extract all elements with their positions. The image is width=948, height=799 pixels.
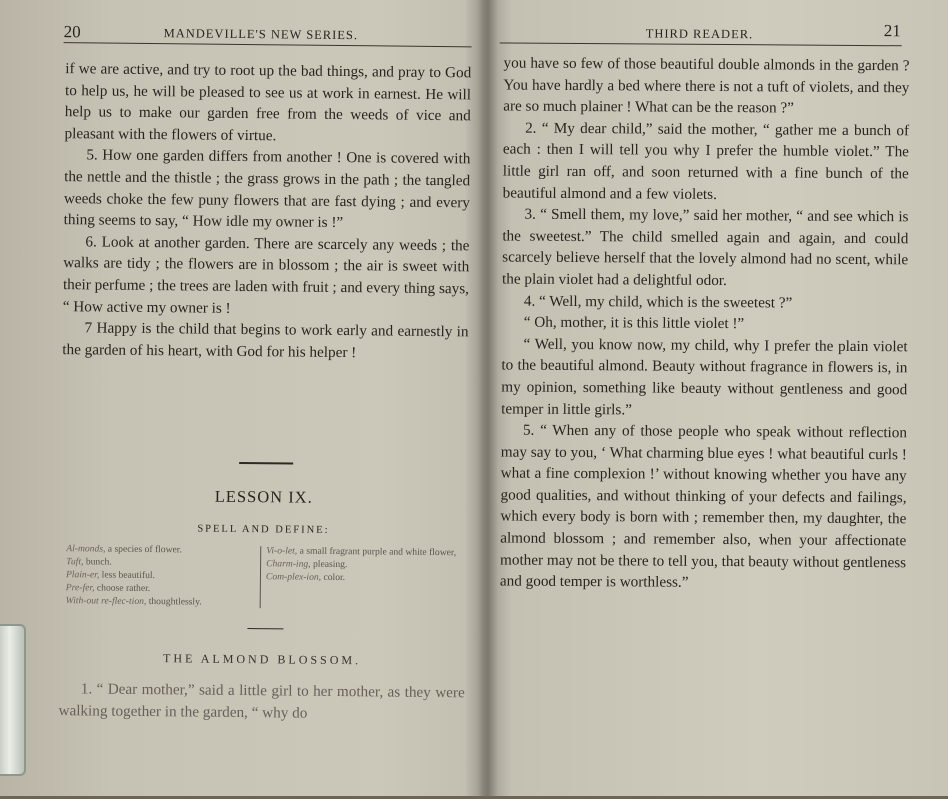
- divider-rule-short: [247, 628, 283, 629]
- vocab-term: Al-monds,: [66, 543, 106, 555]
- right-body-text: [500, 52, 910, 595]
- vocab-definition: choose rather.: [96, 582, 151, 595]
- vocab-term: Com-plex-ion,: [265, 571, 322, 583]
- divider-rule: [239, 462, 293, 465]
- vocab-term: With-out re-flec-tion,: [65, 595, 147, 607]
- vocab-divider: [260, 546, 262, 608]
- vocab-list-right: [266, 544, 472, 585]
- right-paragraph: you have so few of those beautiful double almonds in the garden ? You have hardly a bed where there is not a tuft of violets, and they are so much plainer ! What can be the reason ?”: [503, 54, 910, 117]
- left-page-number: 20: [63, 22, 81, 42]
- left-body-text: [62, 58, 471, 365]
- page-clip: [0, 624, 26, 776]
- vocab-definition: bunch.: [85, 556, 112, 568]
- right-paragraph: 5. “ When any of those people who speak without reflection may say to you, ‘ What charming blue eyes ! what beautiful curls ! what a fine complexion !’ without knowing whether you have any good qualities, and without thinking of your defects and failings, which every body is born with ; remember then, my daughter, the almond blossom ; and remember also, when your affectionate mother may not be there to tell you, that beauty without gentleness and good temper is worthless.”: [499, 421, 908, 592]
- right-page-number: 21: [883, 21, 901, 41]
- vocab-definition: less beautiful.: [101, 569, 156, 582]
- left-running-head: MANDEVILLE'S NEW SERIES.: [163, 26, 359, 43]
- vocab-list-left: [66, 542, 257, 609]
- right-paragraph: 3. “ Smell them, my love,” said her mother, “ and see which is the sweetest.” The child smelled again and again, and could scarcely believe herself that the lovely almond had no scent, while the plain violet had a delightful odor.: [501, 205, 909, 289]
- left-closing-text: [58, 678, 464, 725]
- lesson-title: LESSON IX.: [214, 486, 313, 507]
- right-paragraph: “ Well, you know now, my child, why I prefer the plain violet to the beautiful almond. Beauty without fragrance in flowers is, in my opinion, something like beauty without gentleness and good temper in little girls.”: [501, 335, 908, 418]
- vocab-term: Vi-o-let,: [266, 545, 298, 557]
- right-paragraph: “ Oh, mother, it is this little violet !”: [523, 313, 745, 333]
- vocab-definition: pleasing.: [312, 558, 348, 571]
- right-paragraph: 2. “ My dear child,” said the mother, “ gather me a bunch of each : then I will tell you why I prefer the humble violet.” The little girl ran off, and soon returned with a fine bunch of the beautiful almond and a few violets.: [502, 119, 910, 203]
- right-page: [486, 0, 948, 798]
- right-paragraph: 4. “ Well, my child, which is the sweetest ?”: [523, 292, 793, 312]
- vocab-definition: a small fragrant purple and white flower,: [299, 545, 457, 559]
- vocab-term: Plain-er,: [65, 569, 100, 581]
- right-running-head: THIRD READER.: [645, 26, 754, 42]
- spell-define-heading: SPELL AND DEFINE:: [197, 523, 330, 536]
- vocab-entry: [66, 594, 256, 609]
- left-paragraph: if we are active, and try to root up the bad things, and pray to God to help us, he will be pleased to see us at work in earnest. He will help us to make our garden free from the weeds of vice and pleasant with the flowers of virtue.: [64, 60, 472, 145]
- section-title: THE ALMOND BLOSSOM.: [163, 651, 362, 668]
- vocab-definition: color.: [323, 571, 346, 584]
- vocab-definition: a species of flower.: [107, 543, 182, 556]
- left-paragraph: 7 Happy is the child that begins to work early and earnestly in the garden of his heart, with God for his helper !: [62, 319, 469, 361]
- vocab-definition: thoughtlessly.: [148, 596, 202, 608]
- left-paragraph: 1. “ Dear mother,” said a little girl to her mother, as they were walking together in the garden, “ why do: [58, 680, 465, 722]
- vocab-term: Charm-ing,: [266, 558, 311, 570]
- left-paragraph: 6. Look at another garden. There are scarcely any weeds ; the walks are tidy ; the flowers are in blossom ; the air is sweet with their perfume ; the trees are laden with fruit ; and every thing says, “ How active my owner is !: [62, 233, 470, 317]
- left-paragraph: 5. How one garden differs from another ! One is covered with the nettle and the thistle ; the grass grows in the path ; the tangled weeds choke the few puny flowers that are fast dying ; and every thing seems to say, “ How idle my owner is !”: [63, 146, 471, 232]
- vocab-term: Tuft,: [66, 556, 84, 568]
- vocab-term: Pre-fer,: [65, 582, 95, 594]
- vocab-entry: [266, 570, 472, 585]
